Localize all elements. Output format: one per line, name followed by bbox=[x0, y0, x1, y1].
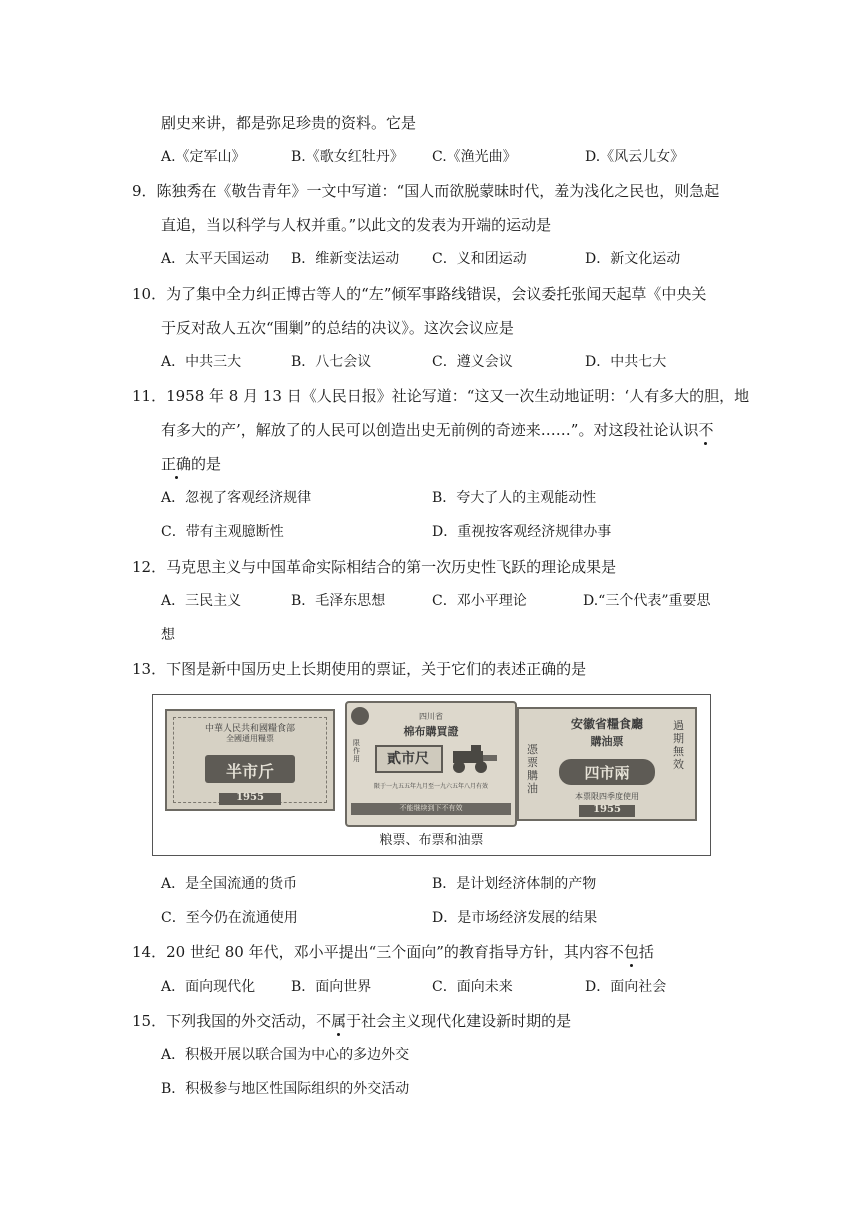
q12-option-c: C．邓小平理论 bbox=[432, 593, 527, 609]
cloth-ticket-bottom: 不能继续到下不有效 bbox=[399, 804, 463, 812]
grain-ticket-sub: 全國通用糧票 bbox=[226, 734, 274, 743]
q15-line-1 bbox=[132, 1011, 571, 1031]
grain-ticket-year: 1955 bbox=[236, 792, 264, 803]
q14-line-1-text: 14．20 世纪 80 年代，邓小平提出“三个面向”的教育指导方针，其内容 bbox=[132, 943, 609, 961]
q12-option-d: D.“三个代表”重要思 bbox=[583, 593, 711, 609]
q10-option-c: C．遵义会议 bbox=[432, 354, 513, 370]
q12-option-a: A．三民主义 bbox=[161, 593, 242, 609]
q10-line-1: 10．为了集中全力纠正博古等人的“左”倾军事路线错误，会议委托张闻天起草《中央关 bbox=[132, 285, 707, 303]
grain-ticket-value: 半市斤 bbox=[225, 762, 274, 781]
q11-line-3 bbox=[161, 454, 221, 474]
q10-option-d: D．中共七大 bbox=[585, 354, 667, 370]
cloth-ticket-note: 限于一九五五年九月至一九六五年八月有效 bbox=[373, 783, 488, 790]
oil-ticket-header: 安徽省糧食廳 bbox=[570, 717, 643, 731]
q9-option-c: C．义和团运动 bbox=[432, 251, 527, 267]
q11-line-3-text: 的是 bbox=[191, 455, 222, 473]
q13-option-b: B．是计划经济体制的产物 bbox=[432, 876, 597, 892]
q10-option-b: B．八七会议 bbox=[291, 354, 372, 370]
q15-prefix: 15．下列我国的外交活动， bbox=[132, 1012, 317, 1030]
q8-option-c: C.《渔光曲》 bbox=[432, 149, 517, 165]
q13-line-1: 13．下图是新中国历史上长期使用的票证，关于它们的表述正确的是 bbox=[132, 660, 587, 678]
q15-option-b: B．积极参与地区性国际组织的外交活动 bbox=[161, 1081, 410, 1097]
oil-ticket-year: 1955 bbox=[593, 804, 621, 815]
q14-line-1 bbox=[132, 942, 654, 962]
q13-option-d: D．是市场经济发展的结果 bbox=[432, 910, 598, 926]
q12-option-b: B．毛泽东思想 bbox=[291, 593, 386, 609]
cloth-ticket-side: 限作用 bbox=[353, 739, 360, 763]
oil-ticket-value: 四市兩 bbox=[584, 764, 630, 782]
q9-line-2: 直追，当以科学与人权并重。”以此文的发表为开端的运动是 bbox=[161, 216, 552, 234]
q11-option-c: C．带有主观臆断性 bbox=[161, 524, 284, 540]
oil-ticket-right: 過期無效 bbox=[673, 719, 684, 771]
q13-option-c: C．至今仍在流通使用 bbox=[161, 910, 298, 926]
q11-line-2-text: 有多大的产’，解放了的人民可以创造出史无前例的奇迹来……”。对这段社论认识 bbox=[161, 421, 699, 439]
tractor-icon bbox=[447, 745, 499, 773]
q15-emphasis: 不属于 bbox=[316, 1012, 362, 1030]
q14-option-c: C．面向未来 bbox=[432, 979, 513, 995]
q12-option-d-wrap: 想 bbox=[161, 627, 175, 643]
q11-option-d: D．重视按客观经济规律办事 bbox=[432, 524, 612, 540]
q11-emphasis-correct: 正确 bbox=[161, 455, 192, 473]
q15-option-a: A．积极开展以联合国为中心的多边外交 bbox=[161, 1047, 410, 1063]
q9-option-a: A．太平天国运动 bbox=[161, 251, 270, 267]
oil-ticket-title: 購油票 bbox=[590, 735, 624, 748]
q11-line-2 bbox=[161, 420, 713, 440]
oil-ticket-left: 憑票購油 bbox=[527, 743, 538, 795]
q8-option-a: A.《定军山》 bbox=[161, 149, 246, 165]
cloth-ticket-image bbox=[345, 701, 517, 827]
oil-ticket-image bbox=[517, 707, 697, 821]
q11-emphasis-not: 不 bbox=[698, 421, 714, 439]
q9-option-d: D．新文化运动 bbox=[585, 251, 681, 267]
q14-option-a: A．面向现代化 bbox=[161, 979, 256, 995]
q10-option-a: A．中共三大 bbox=[161, 354, 242, 370]
q14-emphasis: 不包括 bbox=[608, 943, 654, 961]
q14-option-d: D．面向社会 bbox=[585, 979, 667, 995]
q15-suffix: 社会主义现代化建设新时期的是 bbox=[361, 1012, 572, 1030]
q12-line-1: 12．马克思主义与中国革命实际相结合的第一次历史性飞跃的理论成果是 bbox=[132, 558, 617, 576]
q9-line-1: 9．陈独秀在《敬告青年》一文中写道：“国人而欲脱蒙昧时代，羞为浅化之民也，则急起 bbox=[132, 182, 720, 200]
q11-option-a: A．忽视了客观经济规律 bbox=[161, 490, 312, 506]
q8-option-d: D.《风云儿女》 bbox=[585, 149, 685, 165]
cloth-ticket-title: 棉布購買證 bbox=[403, 725, 459, 738]
cloth-ticket-header: 四川省 bbox=[419, 712, 443, 721]
q10-line-2: 于反对敌人五次“围剿”的总结的决议》。这次会议应是 bbox=[161, 319, 514, 337]
q9-option-b: B．维新变法运动 bbox=[291, 251, 400, 267]
grain-ticket-image bbox=[165, 709, 335, 811]
intro-line: 剧史来讲，都是弥足珍贵的资料。它是 bbox=[161, 114, 417, 132]
figure-caption: 粮票、布票和油票 bbox=[379, 833, 484, 848]
q14-option-b: B．面向世界 bbox=[291, 979, 372, 995]
cloth-ticket-value: 貳市尺 bbox=[387, 751, 429, 767]
q11-line-1: 11．1958 年 8 月 13 日《人民日报》社论写道：“这又一次生动地证明：‘人有多大的胆，地 bbox=[132, 387, 750, 405]
q11-option-b: B．夸大了人的主观能动性 bbox=[432, 490, 597, 506]
q8-option-b: B.《歌女红牡丹》 bbox=[291, 149, 404, 165]
ration-tickets-figure bbox=[152, 694, 711, 856]
grain-ticket-header: 中華人民共和國糧食部 bbox=[204, 724, 295, 734]
q13-option-a: A．是全国流通的货币 bbox=[161, 876, 298, 892]
oil-ticket-note: 本票限四季度使用 bbox=[575, 792, 639, 801]
